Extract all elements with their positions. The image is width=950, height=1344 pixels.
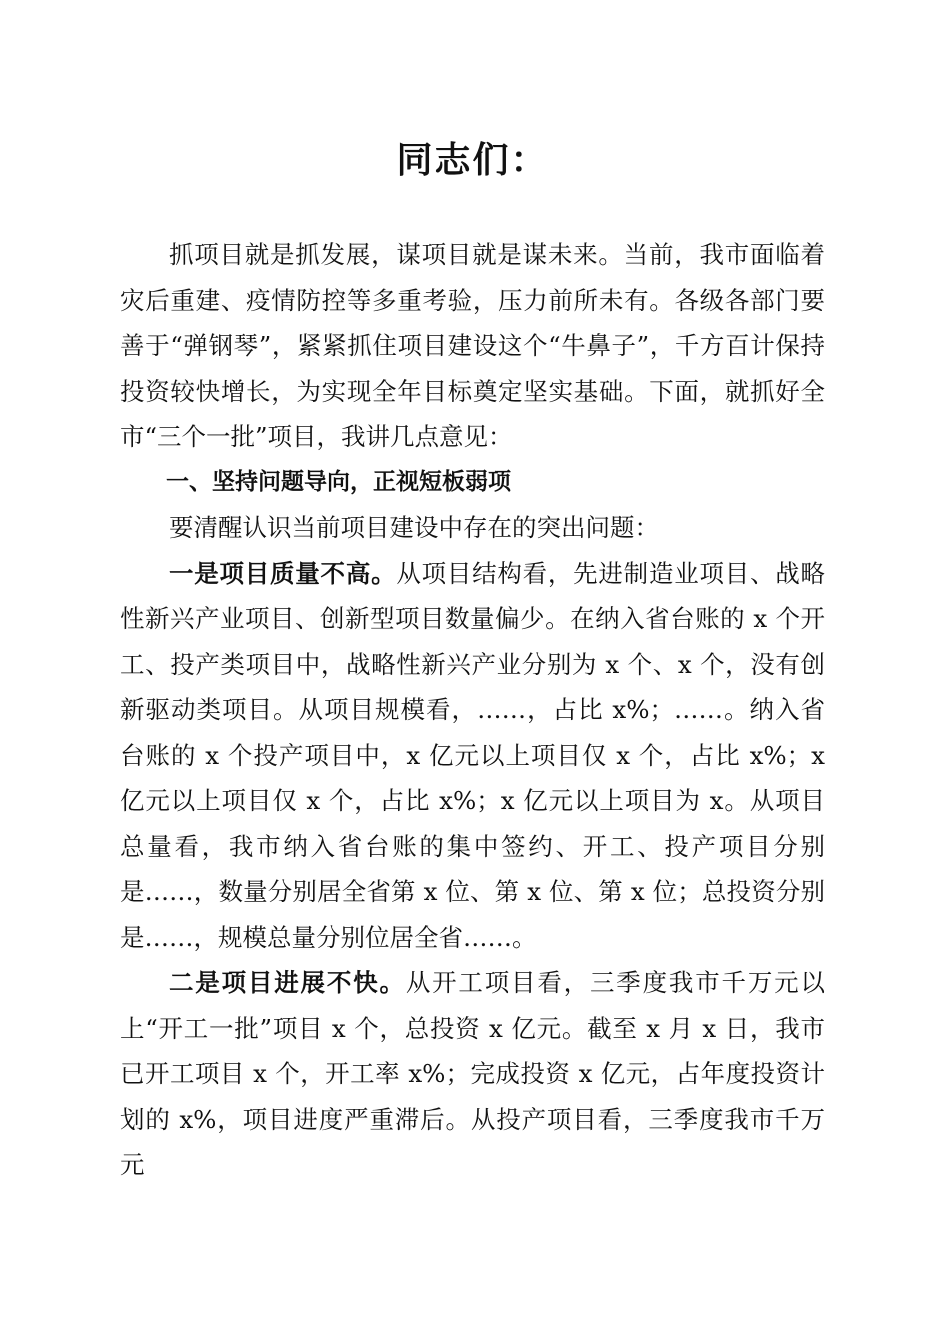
page-title: 同志们： bbox=[396, 139, 549, 181]
section-heading-1: 一、坚持问题导向，正视短板弱项 bbox=[166, 468, 511, 495]
document-body bbox=[120, 232, 825, 1188]
problems-intro-paragraph: 要清醒认识当前项目建设中存在的突出问题： bbox=[169, 513, 659, 542]
point-2-lead: 二是项目进展不快。 bbox=[169, 968, 406, 997]
intro-paragraph: 抓项目就是抓发展，谋项目就是谋未来。当前，我市面临着灾后重建、疫情防控等多重考验，压力前所未有。各级各部门要善于“弹钢琴”，紧紧抓住项目建设这个“牛鼻子”，千方百计保持投资较快增长，为实现全年目标奠定坚实基础。下面，就抓好全市“三个一批”项目，我讲几点意见： bbox=[120, 240, 825, 451]
point-2-paragraph bbox=[120, 960, 825, 1188]
point-1-lead: 一是项目质量不高。 bbox=[169, 558, 397, 588]
point-1-paragraph bbox=[120, 551, 825, 961]
point-2-body: 从开工项目看，三季度我市千万元以上“开工一批”项目 x 个，总投资 x 亿元。截至 x 月 x 日，我市已开工项目 x 个，开工率 x%；完成投资 x 亿元，占年度投资计划的 x%，项目进度严重滞后。从投产项目看，三季度我市千万元 bbox=[120, 968, 825, 1179]
point-1-body: 从项目结构看，先进制造业项目、战略性新兴产业项目、创新型项目数量偏少。在纳入省台账的 x 个开工、投产类项目中，战略性新兴产业分别为 x 个、x 个，没有创新驱动类项目。从项目规模看，……，占比 x%；……。纳入省台账的 x 个投产项目中，x 亿元以上项目仅 x 个，占比 x%；x 亿元以上项目仅 x 个，占比 x%；x 亿元以上项目为 x。从项目总量看，我市纳入省台账的集中签约、开工、投产项目分别是……，数量分别居全省第 x 位、第 x 位、第 x 位；总投资分别是……，规模总量分别位居全省……。 bbox=[120, 558, 826, 952]
